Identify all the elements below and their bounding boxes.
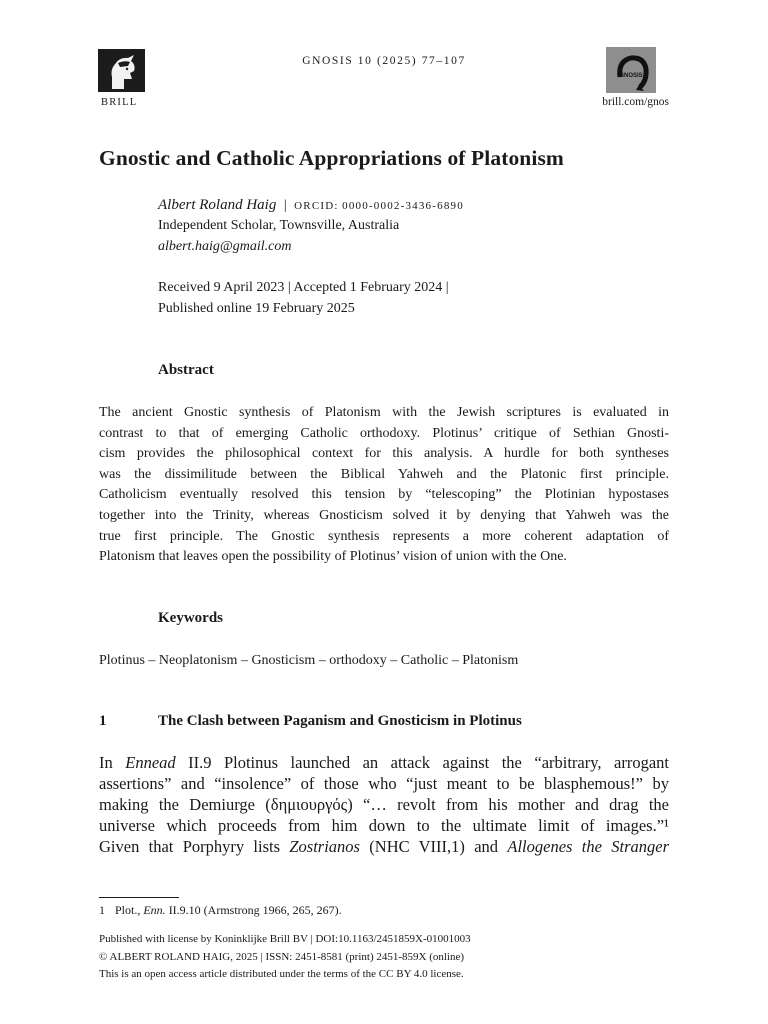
body-line: In Ennead II.9 Plotinus launched an attack against the “arbitrary, arrogant xyxy=(99,753,669,772)
dates-line-2: Published online 19 February 2025 xyxy=(158,301,355,316)
author-separator: | xyxy=(283,198,287,213)
ouroboros-icon xyxy=(606,47,656,93)
license-line: Published with license by Koninklijke Brill BV | DOI:10.1163/2451859X-01001003 xyxy=(99,933,471,945)
section-number: 1 xyxy=(99,713,107,729)
footnote: 1 Plot., Enn. II.9.10 (Armstrong 1966, 265, 267). xyxy=(99,903,342,917)
body-line: Given that Porphyry lists Zostrianos (NHC VIII,1) and Allogenes the Stranger xyxy=(99,837,669,856)
abstract-heading: Abstract xyxy=(158,362,214,378)
author-email-text[interactable]: albert.haig@gmail.com xyxy=(158,239,292,254)
abstract-line: together into the Trinity, whereas Gnosticism solved it by denying that Yahweh was the xyxy=(99,507,669,523)
abstract-line: Catholicism eventually resolved this tension by “telescoping” the Plotinian hypostases xyxy=(99,487,669,503)
body-line: universe which proceeds from him down to the ultimate limit of images.”¹ xyxy=(99,816,669,835)
keywords-list: Plotinus – Neoplatonism – Gnosticism – orthodoxy – Catholic – Platonism xyxy=(99,653,519,668)
body-line: assertions” and “insolence” of those who “just meant to be blasphemous!” by xyxy=(99,774,669,793)
body-text xyxy=(99,752,669,857)
publisher-name: BRILL xyxy=(101,97,138,108)
gnosis-logo-label: GNOSIS xyxy=(619,73,643,79)
open-access-line: This is an open access article distributed under the terms of the CC BY 4.0 license. xyxy=(99,968,464,980)
section-heading: The Clash between Paganism and Gnosticism in Plotinus xyxy=(158,713,522,729)
abstract-line: true first principle. The Gnostic synthesis represents a more coherent adaptation of xyxy=(99,528,669,544)
abstract-line: contrast to that of emerging Catholic orthodoxy. Plotinus’ critique of Sethian Gnosti- xyxy=(99,425,669,441)
orcid-id[interactable]: 0000-0002-3436-6890 xyxy=(342,200,464,212)
abstract-line: Platonism that leaves open the possibility of Plotinus’ vision of union with the One. xyxy=(99,549,567,565)
journal-url[interactable]: brill.com/gnos xyxy=(602,96,669,108)
abstract-text xyxy=(99,403,669,568)
journal-citation: GNOSIS 10 (2025) 77–107 xyxy=(302,55,466,67)
author-name: Albert Roland Haig xyxy=(158,197,277,213)
abstract-line: The ancient Gnostic synthesis of Platonism with the Jewish scriptures is evaluated in xyxy=(99,405,669,420)
body-line: making the Demiurge (δημιουργός) “… revolt from his mother and drag the xyxy=(99,795,669,814)
abstract-line: cism provides the philosophical context for this analysis. A hurdle for both syntheses xyxy=(99,446,669,462)
footnote-number: 1 xyxy=(99,903,105,917)
copyright-line: © ALBERT ROLAND HAIG, 2025 | ISSN: 2451-8581 (print) 2451-859X (online) xyxy=(99,951,465,963)
dates-line-1: Received 9 April 2023 | Accepted 1 February 2024 | xyxy=(158,280,449,295)
abstract-line: was the dissimilitude between the Biblical Yahweh and the Platonic first principle. xyxy=(99,466,669,482)
author-affiliation: Independent Scholar, Townsville, Australia xyxy=(158,218,400,233)
author-line xyxy=(158,197,464,214)
article-title: Gnostic and Catholic Appropriations of Platonism xyxy=(99,146,564,170)
keywords-heading: Keywords xyxy=(158,610,223,626)
footnote-rule xyxy=(99,897,179,898)
gnosis-logo xyxy=(606,47,656,93)
author-email[interactable] xyxy=(158,239,291,255)
orcid-label: ORCID: xyxy=(294,200,339,212)
